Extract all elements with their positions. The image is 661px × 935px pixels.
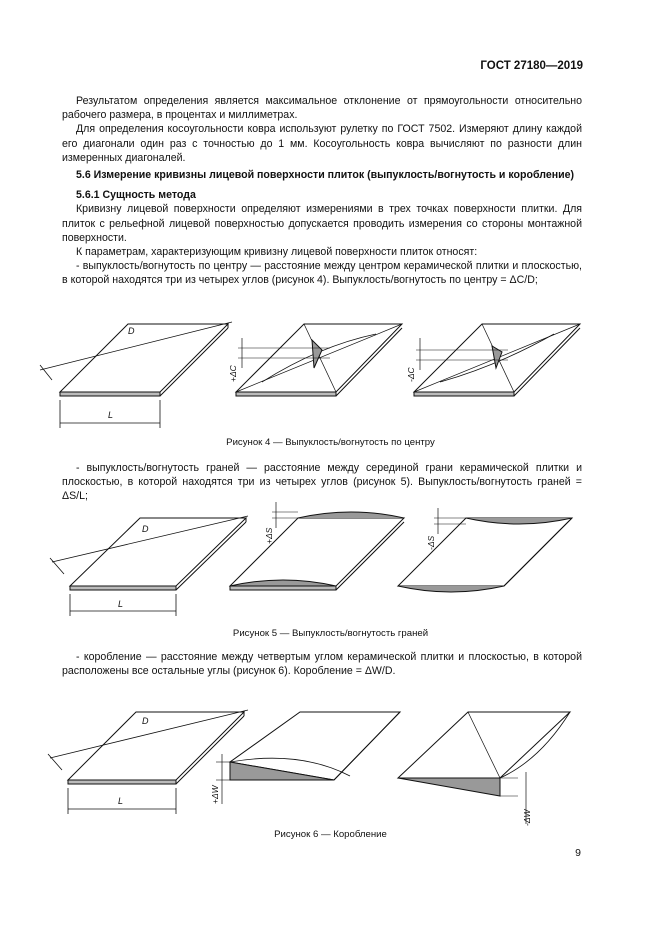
text-block-warp [62, 650, 582, 678]
fig6-label-plus: +ΔW [210, 785, 220, 804]
figure-5-drawing [0, 500, 661, 620]
paragraph-center-curvature: - выпуклость/вогнутость по центру — расстояние между центром керамической плитки и плоскостью, в которой находятся три из четырех углов (рисунок 4). Выпуклость/вогнутость по центру = ΔC/D; [62, 260, 582, 287]
fig6-label-d: D [142, 716, 149, 726]
fig4-label-l: L [108, 410, 114, 420]
fig4-label-d: D [128, 326, 135, 336]
text-block-section [62, 168, 582, 288]
document-code: ГОСТ 27180—2019 [480, 60, 583, 72]
fig4-convex-tile [236, 324, 402, 396]
paragraph-edge-curvature: - выпуклость/вогнутость граней — расстояние между серединой грани керамической плитки и плоскостью, в которой находятся три из четырех углов (рисунок 5). Выпуклость/вогнутость граней = ΔS/L; [62, 462, 582, 503]
paragraph-method: Кривизну лицевой поверхности определяют измерениями в трех точках поверхности плитки. Для плиток с рельефной лицевой поверхностью допускается проводить измерения со стороны монтажной поверхности. [62, 203, 582, 244]
fig4-label-plus: +ΔC [228, 365, 238, 382]
fig5-concave-tile [398, 508, 572, 592]
figure-6-caption: Рисунок 6 — Коробление [274, 829, 387, 840]
fig5-convex-tile [230, 502, 404, 590]
fig5-label-d: D [142, 524, 149, 534]
subsection-heading: 5.6.1 Сущность метода [76, 189, 196, 202]
fig6-warp-down-tile [398, 712, 570, 824]
paragraph-result: Результатом определения является максимальное отклонение от прямоугольности относительно рабочего размера, в процентах и миллиметрах. [62, 95, 582, 122]
section-heading: 5.6 Измерение кривизны лицевой поверхности плиток (выпуклость/вогнутость и коробление) [76, 169, 575, 181]
fig6-label-minus: -ΔW [522, 809, 532, 826]
figure-4-caption: Рисунок 4 — Выпуклость/вогнутость по центру [226, 437, 435, 448]
paragraph-parameters: К параметрам, характеризующим кривизну лицевой поверхности плиток относят: [76, 246, 478, 259]
paragraph-skew-measure: Для определения косоугольности ковра используют рулетку по ГОСТ 7502. Измеряют длину каждой его диагонали один раз с точностью до 1 мм. Косоугольность ковра вычисляют по разности длин измеренных диагоналей. [62, 123, 582, 164]
fig5-label-plus: +ΔS [264, 527, 274, 544]
text-block-top [62, 94, 582, 165]
fig6-warp-up-tile [216, 712, 400, 804]
fig6-label-l: L [118, 796, 124, 806]
fig5-label-l: L [118, 599, 124, 609]
figure-6-drawing [0, 700, 661, 828]
fig5-flat-tile [50, 516, 248, 616]
figure-4-drawing [0, 310, 661, 435]
figure-5-caption: Рисунок 5 — Выпуклость/вогнутость граней [232, 628, 429, 639]
fig4-flat-tile [40, 322, 232, 428]
fig5-label-minus: -ΔS [426, 535, 436, 550]
paragraph-warpage: - коробление — расстояние между четвертым углом керамической плитки и плоскостью, в которой расположены все остальные углы (рисунок 6). Коробление = ΔW/D. [62, 651, 582, 678]
fig4-concave-tile [414, 324, 580, 396]
fig4-label-minus: -ΔC [406, 367, 416, 382]
page-number: 9 [575, 847, 581, 859]
text-block-edges [62, 461, 582, 504]
